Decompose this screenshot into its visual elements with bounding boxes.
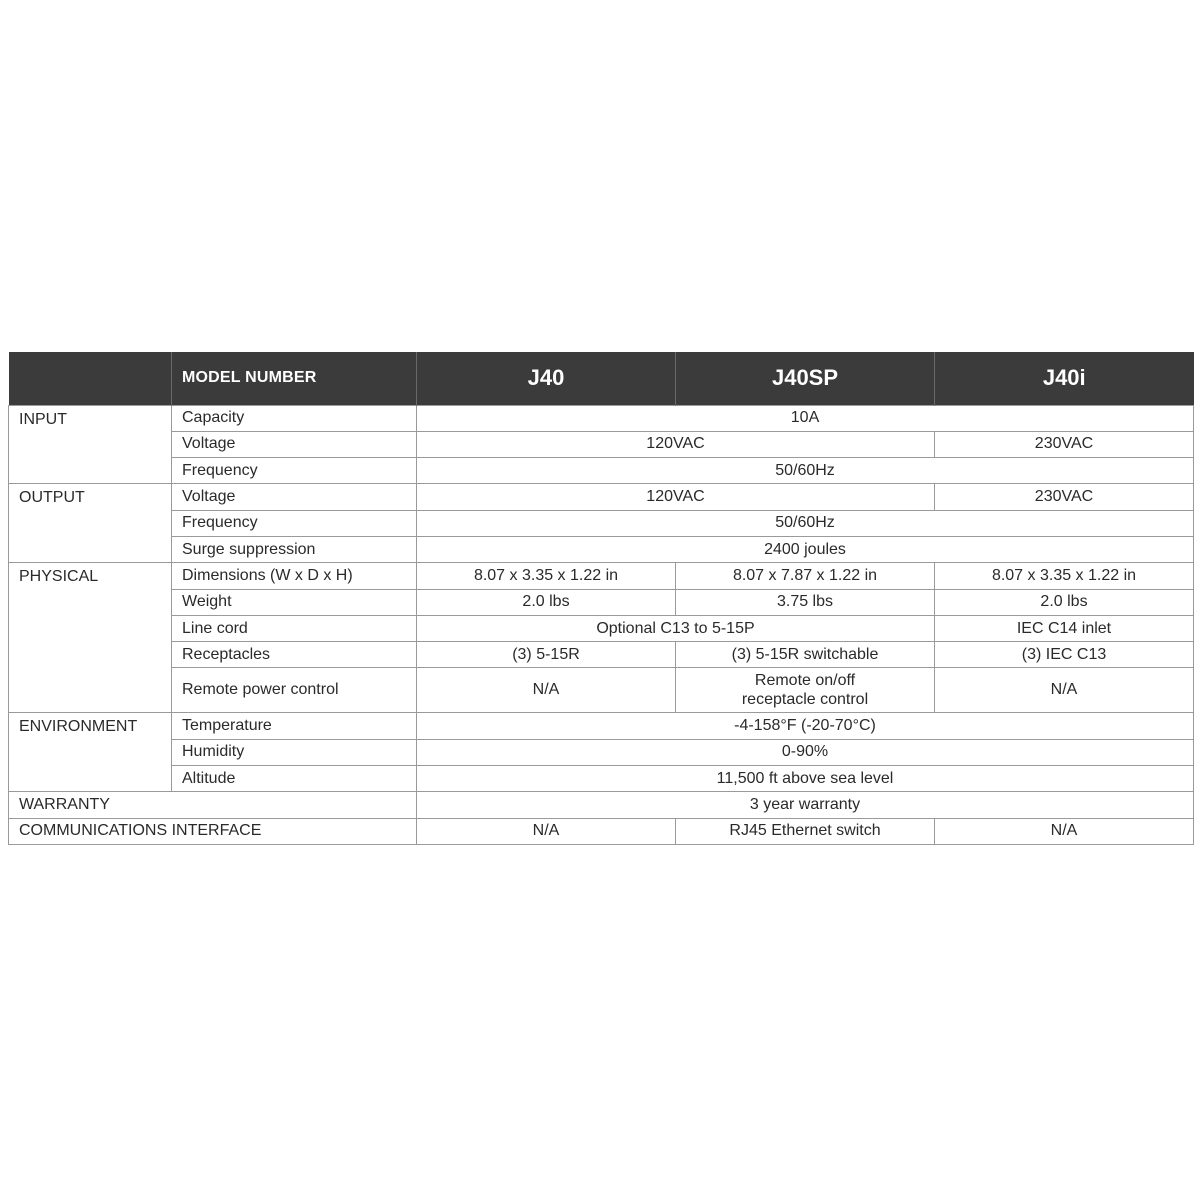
param-label: Surge suppression	[172, 536, 417, 562]
param-label: Humidity	[172, 739, 417, 765]
group-communications: COMMUNICATIONS INTERFACE	[9, 818, 417, 844]
spec-value: N/A	[417, 668, 676, 713]
param-label: Weight	[172, 589, 417, 615]
table-row	[9, 766, 1194, 792]
spec-value: 2.0 lbs	[935, 589, 1194, 615]
spec-value: 2.0 lbs	[417, 589, 676, 615]
table-row	[9, 668, 1194, 713]
table-row	[9, 431, 1194, 457]
spec-value: (3) IEC C13	[935, 642, 1194, 668]
spec-value: 8.07 x 3.35 x 1.22 in	[417, 563, 676, 589]
model-number-label: MODEL NUMBER	[172, 352, 417, 405]
model-j40-header: J40	[417, 352, 676, 405]
table-row	[9, 589, 1194, 615]
spec-table-body	[9, 405, 1194, 844]
param-label: Frequency	[172, 510, 417, 536]
spec-value: -4-158°F (-20-70°C)	[417, 713, 1194, 739]
group-warranty: WARRANTY	[9, 792, 417, 818]
spec-value: N/A	[935, 668, 1194, 713]
spec-value: 2400 joules	[417, 536, 1194, 562]
table-row	[9, 615, 1194, 641]
param-label: Voltage	[172, 431, 417, 457]
spec-table-container	[8, 352, 1193, 845]
spec-value: IEC C14 inlet	[935, 615, 1194, 641]
spec-value: 50/60Hz	[417, 458, 1194, 484]
table-row	[9, 484, 1194, 510]
table-row	[9, 642, 1194, 668]
table-row	[9, 458, 1194, 484]
spec-value: N/A	[935, 818, 1194, 844]
header-blank-cell	[9, 352, 172, 405]
group-environment: ENVIRONMENT	[9, 713, 172, 792]
table-row	[9, 818, 1194, 844]
spec-table	[8, 352, 1194, 845]
spec-table-header	[9, 352, 1194, 405]
param-label: Line cord	[172, 615, 417, 641]
remote-line-2: receptacle control	[741, 691, 869, 709]
spec-value: 3.75 lbs	[676, 589, 935, 615]
spec-value: 11,500 ft above sea level	[417, 766, 1194, 792]
param-label: Remote power control	[172, 668, 417, 713]
spec-value: 8.07 x 7.87 x 1.22 in	[676, 563, 935, 589]
group-output: OUTPUT	[9, 484, 172, 563]
spec-value: (3) 5-15R switchable	[676, 642, 935, 668]
param-label: Frequency	[172, 458, 417, 484]
group-input: INPUT	[9, 405, 172, 484]
table-row	[9, 405, 1194, 431]
param-label: Capacity	[172, 405, 417, 431]
table-row	[9, 536, 1194, 562]
spec-value: 120VAC	[417, 431, 935, 457]
param-label: Temperature	[172, 713, 417, 739]
group-physical: PHYSICAL	[9, 563, 172, 713]
spec-value: 230VAC	[935, 484, 1194, 510]
model-j40sp-header: J40SP	[676, 352, 935, 405]
spec-value-remote-j40sp	[676, 668, 935, 713]
remote-line-1: Remote on/off	[754, 672, 856, 690]
param-label: Altitude	[172, 766, 417, 792]
param-label: Receptacles	[172, 642, 417, 668]
spec-value: 50/60Hz	[417, 510, 1194, 536]
spec-value: 0-90%	[417, 739, 1194, 765]
spec-value: RJ45 Ethernet switch	[676, 818, 935, 844]
param-label: Dimensions (W x D x H)	[172, 563, 417, 589]
table-row	[9, 510, 1194, 536]
param-label: Voltage	[172, 484, 417, 510]
table-row	[9, 563, 1194, 589]
table-row	[9, 792, 1194, 818]
spec-value: 8.07 x 3.35 x 1.22 in	[935, 563, 1194, 589]
spec-value: 120VAC	[417, 484, 935, 510]
table-row	[9, 739, 1194, 765]
spec-value: 3 year warranty	[417, 792, 1194, 818]
spec-value: 10A	[417, 405, 1194, 431]
table-row	[9, 713, 1194, 739]
model-j40i-header: J40i	[935, 352, 1194, 405]
spec-value: 230VAC	[935, 431, 1194, 457]
spec-value: N/A	[417, 818, 676, 844]
header-row	[9, 352, 1194, 405]
spec-value: (3) 5-15R	[417, 642, 676, 668]
spec-value: Optional C13 to 5-15P	[417, 615, 935, 641]
